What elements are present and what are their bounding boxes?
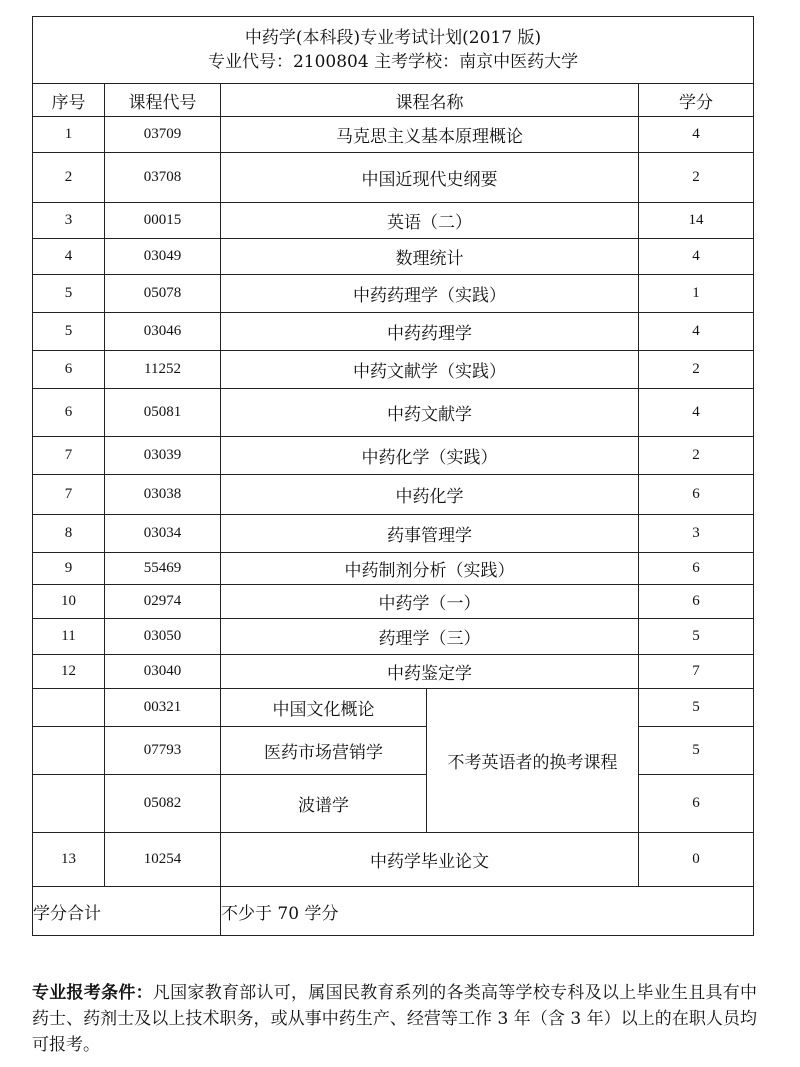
- table-row: [33, 585, 754, 619]
- row-name: 英语（二）: [221, 203, 639, 239]
- column-header-credit: 学分: [639, 84, 754, 117]
- row-credit: 2: [639, 153, 754, 203]
- substitute-name: 医药市场营销学: [221, 727, 427, 775]
- exam-plan-sheet: [32, 16, 753, 936]
- row-code: 00015: [105, 203, 221, 239]
- table-row: [33, 515, 754, 553]
- substitute-code: 00321: [105, 689, 221, 727]
- row-code: 03049: [105, 239, 221, 275]
- column-header-name: 课程名称: [221, 84, 639, 117]
- table-title-cell: [33, 17, 754, 84]
- row-code: 05081: [105, 389, 221, 437]
- table-row: [33, 475, 754, 515]
- row-credit: 4: [639, 117, 754, 153]
- row-credit: 2: [639, 351, 754, 389]
- row-name: 中药化学: [221, 475, 639, 515]
- substitute-seq-empty: [33, 689, 105, 727]
- row-credit: 4: [639, 239, 754, 275]
- total-value: 不少于 70 学分: [221, 887, 754, 936]
- substitute-code: 05082: [105, 775, 221, 833]
- substitute-name: 波谱学: [221, 775, 427, 833]
- row-name: 数理统计: [221, 239, 639, 275]
- total-row: [33, 887, 754, 936]
- row-code: 03046: [105, 313, 221, 351]
- row-code: 10254: [105, 833, 221, 887]
- row-credit: 7: [639, 655, 754, 689]
- page-subtitle: 专业代号：2100804 主考学校：南京中医药大学: [207, 52, 579, 72]
- row-credit: 1: [639, 275, 754, 313]
- admission-note: [32, 980, 757, 1058]
- row-name: 马克思主义基本原理概论: [221, 117, 639, 153]
- row-name: 中药药理学（实践）: [221, 275, 639, 313]
- substitute-row: [33, 689, 754, 727]
- page-title: 中药学(本科段)专业考试计划(2017 版): [244, 28, 542, 48]
- exam-plan-table: [32, 16, 754, 936]
- row-seq: 4: [33, 239, 105, 275]
- row-seq: 12: [33, 655, 105, 689]
- table-row: [33, 351, 754, 389]
- row-seq: 5: [33, 275, 105, 313]
- substitute-seq-empty: [33, 775, 105, 833]
- row-credit: 6: [639, 553, 754, 585]
- row-credit: 5: [639, 619, 754, 655]
- table-row: [33, 203, 754, 239]
- thesis-row: [33, 833, 754, 887]
- row-name: 药事管理学: [221, 515, 639, 553]
- table-row: [33, 619, 754, 655]
- substitute-seq-empty: [33, 727, 105, 775]
- table-row: [33, 275, 754, 313]
- row-seq: 3: [33, 203, 105, 239]
- note-text: 凡国家教育部认可，属国民教育系列的各类高等学校专科及以上毕业生且具有中药士、药剂士及以上技术职务，或从事中药生产、经营等工作 3 年（含 3 年）以上的在职人员均可报考。: [32, 983, 758, 1055]
- row-credit: 3: [639, 515, 754, 553]
- row-name: 中药学毕业论文: [221, 833, 639, 887]
- row-seq: 5: [33, 313, 105, 351]
- row-credit: 6: [639, 585, 754, 619]
- table-header-row: [33, 84, 754, 117]
- row-seq: 6: [33, 389, 105, 437]
- row-name: 中药学（一）: [221, 585, 639, 619]
- column-header-seq: 序号: [33, 84, 105, 117]
- row-code: 55469: [105, 553, 221, 585]
- table-row: [33, 117, 754, 153]
- row-name: 中国近现代史纲要: [221, 153, 639, 203]
- row-name: 中药文献学（实践）: [221, 351, 639, 389]
- substitute-row: [33, 727, 754, 775]
- row-name: 中药制剂分析（实践）: [221, 553, 639, 585]
- table-row: [33, 553, 754, 585]
- substitute-credit: 5: [639, 689, 754, 727]
- table-row: [33, 313, 754, 351]
- table-row: [33, 153, 754, 203]
- row-code: 03050: [105, 619, 221, 655]
- row-seq: 2: [33, 153, 105, 203]
- row-name: 中药化学（实践）: [221, 437, 639, 475]
- row-credit: 6: [639, 475, 754, 515]
- row-code: 03708: [105, 153, 221, 203]
- row-credit: 2: [639, 437, 754, 475]
- row-seq: 9: [33, 553, 105, 585]
- row-seq: 7: [33, 437, 105, 475]
- table-row: [33, 655, 754, 689]
- row-code: 11252: [105, 351, 221, 389]
- row-seq: 8: [33, 515, 105, 553]
- row-credit: 4: [639, 313, 754, 351]
- row-name: 中药鉴定学: [221, 655, 639, 689]
- substitute-code: 07793: [105, 727, 221, 775]
- row-seq: 10: [33, 585, 105, 619]
- row-seq: 13: [33, 833, 105, 887]
- row-credit: 14: [639, 203, 754, 239]
- substitute-name: 中国文化概论: [221, 689, 427, 727]
- row-code: 03039: [105, 437, 221, 475]
- substitute-credit: 6: [639, 775, 754, 833]
- row-name: 药理学（三）: [221, 619, 639, 655]
- row-seq: 1: [33, 117, 105, 153]
- table-row: [33, 239, 754, 275]
- column-header-code: 课程代号: [105, 84, 221, 117]
- row-code: 03038: [105, 475, 221, 515]
- row-code: 03709: [105, 117, 221, 153]
- substitute-credit: 5: [639, 727, 754, 775]
- row-code: 03040: [105, 655, 221, 689]
- row-name: 中药药理学: [221, 313, 639, 351]
- row-seq: 6: [33, 351, 105, 389]
- total-label: 学分合计: [33, 887, 221, 936]
- row-code: 03034: [105, 515, 221, 553]
- table-row: [33, 437, 754, 475]
- row-code: 02974: [105, 585, 221, 619]
- row-code: 05078: [105, 275, 221, 313]
- note-label: 专业报考条件：: [32, 983, 153, 1003]
- table-row: [33, 389, 754, 437]
- row-name: 中药文献学: [221, 389, 639, 437]
- row-credit: 0: [639, 833, 754, 887]
- row-seq: 11: [33, 619, 105, 655]
- substitute-row: [33, 775, 754, 833]
- row-credit: 4: [639, 389, 754, 437]
- row-seq: 7: [33, 475, 105, 515]
- substitute-label: 不考英语者的换考课程: [427, 689, 639, 833]
